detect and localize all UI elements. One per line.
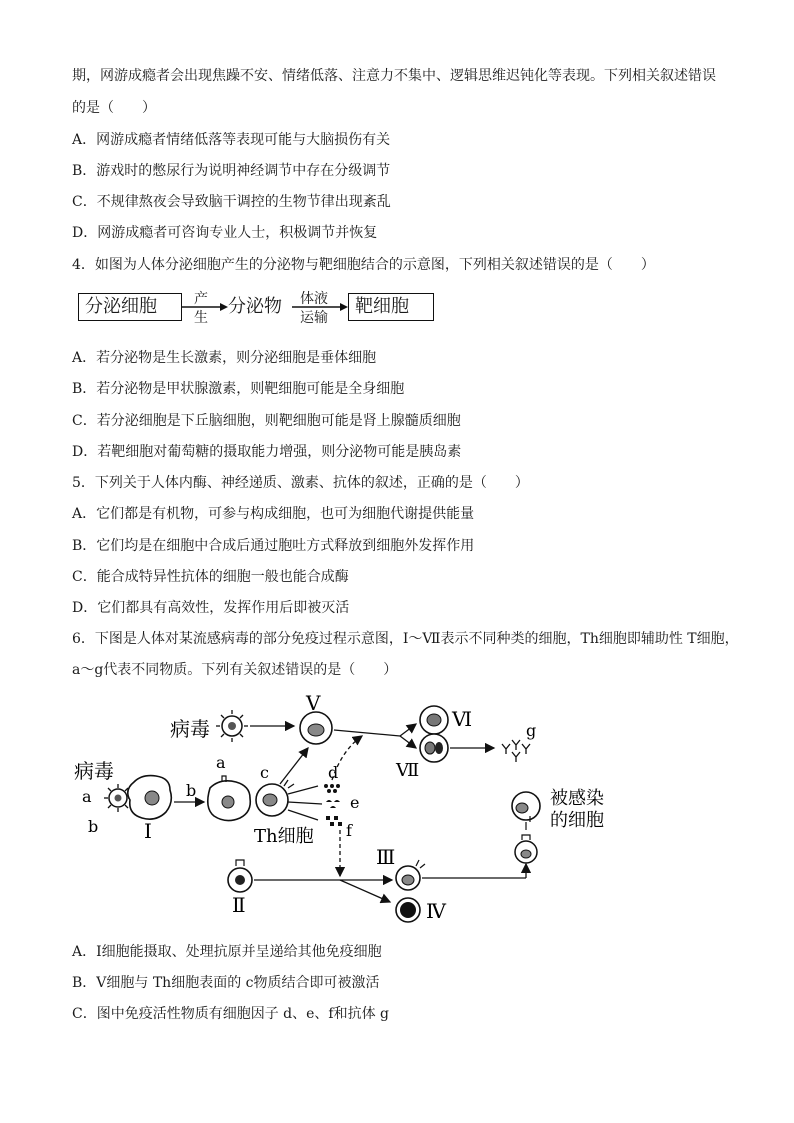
q4-stem: 4．如图为人体分泌细胞产生的分泌物与靶细胞结合的示意图，下列相关叙述错误的是（ ）: [72, 257, 655, 273]
arrow1-label-bottom: 生: [194, 310, 208, 326]
label-f: f: [346, 821, 352, 840]
label-cell-ii: Ⅱ: [232, 893, 246, 917]
secretory-cell-box: 分泌细胞: [78, 293, 182, 321]
cytokine-e: [326, 800, 340, 808]
secretion-label: 分泌物: [228, 296, 282, 317]
q6-stem-line2: a～g代表不同物质。下列有关叙述错误的是（ ）: [72, 662, 398, 678]
cell-vi: [420, 706, 448, 734]
label-cell-vi: Ⅵ: [452, 707, 473, 731]
label-b-left: b: [88, 817, 99, 836]
cell-iii: [396, 860, 425, 890]
label-c: c: [260, 763, 269, 782]
label-cell-vii: Ⅶ: [396, 760, 420, 781]
label-cell-iii: Ⅲ: [376, 845, 396, 869]
label-cell-iv: Ⅳ: [426, 899, 446, 923]
antigen-presenting-cell: [208, 776, 251, 821]
cell-i: [128, 776, 172, 820]
virus-label-top: 病毒: [170, 717, 210, 741]
infected-cell-bottom: [515, 835, 537, 863]
label-b-mid: b: [186, 781, 197, 800]
q5-option-b: B．它们均是在细胞中合成后通过胞吐方式释放到细胞外发挥作用: [72, 538, 475, 554]
antibody-icons: [502, 740, 530, 762]
q5-option-a: A．它们都是有机物，可参与构成细胞，也可为细胞代谢提供能量: [72, 506, 475, 522]
q4-option-b: B．若分泌物是甲状腺激素，则靶细胞可能是全身细胞: [72, 381, 405, 397]
q4-option-c: C．若分泌细胞是下丘脑细胞，则靶细胞可能是肾上腺髓质细胞: [72, 413, 461, 429]
q3-option-c: C．不规律熬夜会导致脑干调控的生物节律出现紊乱: [72, 194, 391, 210]
label-th-cell: Th细胞: [254, 826, 314, 847]
arrow2-label-top: 体液: [300, 291, 328, 307]
q3-stem-line2: 的是（ ）: [72, 100, 156, 116]
q4-option-a: A．若分泌物是生长激素，则分泌细胞是垂体细胞: [72, 350, 377, 366]
label-d: d: [328, 763, 339, 782]
q3-option-a: A．网游成瘾者情绪低落等表现可能与大脑损伤有关: [72, 132, 391, 148]
cell-v: [300, 712, 332, 744]
virus-icon-left: [104, 784, 132, 812]
q3-option-b: B．游戏时的憋尿行为说明神经调节中存在分级调节: [72, 163, 391, 179]
label-e: e: [350, 793, 360, 812]
target-cell-box: 靶细胞: [348, 293, 434, 321]
q6-option-a: A．Ⅰ细胞能摄取、处理抗原并呈递给其他免疫细胞: [72, 944, 382, 960]
q6-option-b: B．Ⅴ细胞与 Th细胞表面的 c物质结合即可被激活: [72, 975, 380, 991]
label-a-mid: a: [216, 753, 226, 772]
infected-cell-top: [512, 792, 540, 822]
label-g: g: [526, 721, 537, 740]
q6-option-c: C．图中免疫活性物质有细胞因子 d、e、f和抗体 g: [72, 1006, 390, 1022]
infected-label-1: 被感染: [550, 788, 604, 809]
infected-label-2: 的细胞: [550, 810, 604, 831]
q5-option-c: C．能合成特异性抗体的细胞一般也能合成酶: [72, 569, 349, 585]
cytokine-f: [326, 816, 342, 826]
arrow2-label-bottom: 运输: [300, 310, 328, 326]
cytokine-d: [324, 784, 340, 793]
arrow-transport-head: [340, 303, 348, 311]
q5-stem: 5．下列关于人体内酶、神经递质、激素、抗体的叙述，正确的是（ ）: [72, 475, 529, 491]
q6-stem-line1: 6．下图是人体对某流感病毒的部分免疫过程示意图，Ⅰ～Ⅶ表示不同种类的细胞，Th细胞即辅助性 T细胞，: [72, 631, 739, 647]
virus-label-left: 病毒: [74, 759, 114, 783]
immune-process-diagram: [70, 690, 604, 930]
arrow1-label-top: 产: [194, 291, 208, 307]
arrow-produce-head: [220, 303, 228, 311]
secretion-flow-diagram: [78, 293, 438, 333]
cell-ii: [228, 860, 252, 892]
cell-vii: [420, 734, 448, 762]
label-cell-i: Ⅰ: [144, 819, 152, 843]
q5-option-d: D．它们都具有高效性，发挥作用后即被灭活: [72, 600, 350, 616]
q4-option-d: D．若靶细胞对葡萄糖的摄取能力增强，则分泌物可能是胰岛素: [72, 444, 462, 460]
q3-stem-line1: 期，网游成瘾者会出现焦躁不安、情绪低落、注意力不集中、逻辑思维迟钝化等表现。下列相关叙述错误: [72, 68, 716, 84]
cell-iv: [396, 898, 420, 922]
label-cell-v: Ⅴ: [306, 691, 321, 715]
virus-icon-top: [216, 710, 248, 742]
q3-option-d: D．网游成瘾者可咨询专业人士，积极调节并恢复: [72, 225, 378, 241]
label-a-left: a: [82, 787, 92, 806]
